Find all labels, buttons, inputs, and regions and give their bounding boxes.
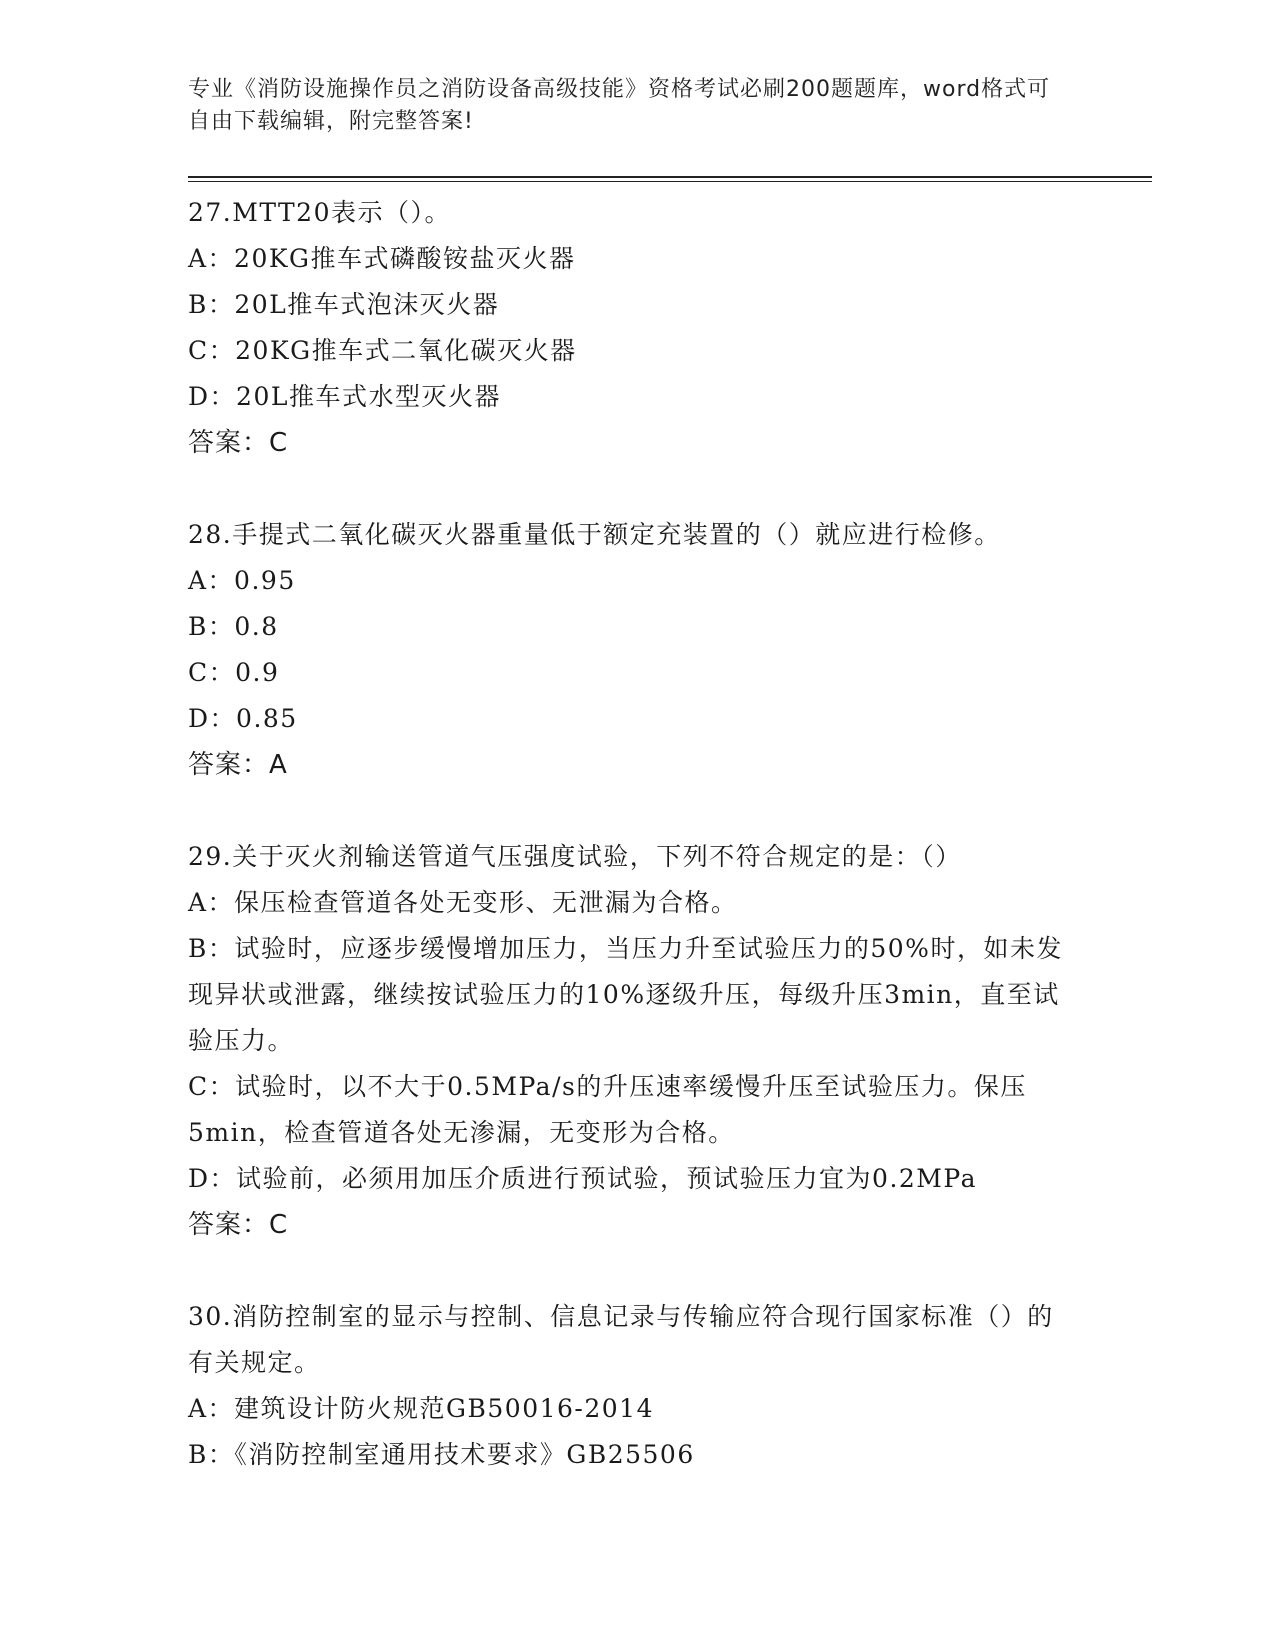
question-28 bbox=[188, 512, 1068, 788]
header-divider-thick bbox=[188, 176, 1152, 178]
document-header: 专业《消防设施操作员之消防设备高级技能》资格考试必刷200题题库，word格式可自由下载编辑，附完整答案! bbox=[188, 77, 1051, 134]
answer-label: 答案：A bbox=[188, 750, 288, 780]
option-b: B：0.8 bbox=[188, 612, 279, 641]
option-b: B：试验时，应逐步缓慢增加压力，当压力升至试验压力的50%时，如未发现异状或泄露，继续按试验压力的10%逐级升压，每级升压3min，直至试验压力。 bbox=[188, 934, 1063, 1055]
option-d: D：20L推车式水型灭火器 bbox=[188, 382, 501, 411]
header-divider-thin bbox=[188, 181, 1152, 182]
option-c: C：20KG推车式二氧化碳灭火器 bbox=[188, 336, 577, 365]
option-a: A：20KG推车式磷酸铵盐灭火器 bbox=[188, 244, 576, 273]
option-c: C：试验时，以不大于0.5MPa/s的升压速率缓慢升压至试验压力。保压5min，检查管道各处无渗漏，无变形为合格。 bbox=[188, 1072, 1027, 1147]
question-stem: 30.消防控制室的显示与控制、信息记录与传输应符合现行国家标准（）的有关规定。 bbox=[188, 1302, 1054, 1377]
question-27 bbox=[188, 190, 1068, 466]
option-a: A：保压检查管道各处无变形、无泄漏为合格。 bbox=[188, 888, 738, 917]
question-stem: 28.手提式二氧化碳灭火器重量低于额定充装置的（）就应进行检修。 bbox=[188, 520, 1001, 549]
option-a: A：0.95 bbox=[188, 566, 296, 595]
answer-label: 答案：C bbox=[188, 428, 289, 458]
question-list bbox=[188, 190, 1068, 1478]
option-a: A：建筑设计防火规范GB50016-2014 bbox=[188, 1394, 654, 1423]
question-stem: 27.MTT20表示（）。 bbox=[188, 198, 451, 227]
option-d: D：试验前，必须用加压介质进行预试验，预试验压力宜为0.2MPa bbox=[188, 1164, 978, 1193]
question-29 bbox=[188, 834, 1068, 1248]
question-spacer bbox=[188, 1248, 1068, 1294]
option-c: C：0.9 bbox=[188, 658, 280, 687]
answer-label: 答案：C bbox=[188, 1210, 289, 1240]
option-d: D：0.85 bbox=[188, 704, 298, 733]
question-spacer bbox=[188, 788, 1068, 834]
option-b: B：20L推车式泡沫灭火器 bbox=[188, 290, 500, 319]
question-30 bbox=[188, 1294, 1068, 1478]
question-spacer bbox=[188, 466, 1068, 512]
question-stem: 29.关于灭火剂输送管道气压强度试验，下列不符合规定的是：（） bbox=[188, 842, 962, 871]
option-b: B：《消防控制室通用技术要求》GB25506 bbox=[188, 1440, 695, 1469]
